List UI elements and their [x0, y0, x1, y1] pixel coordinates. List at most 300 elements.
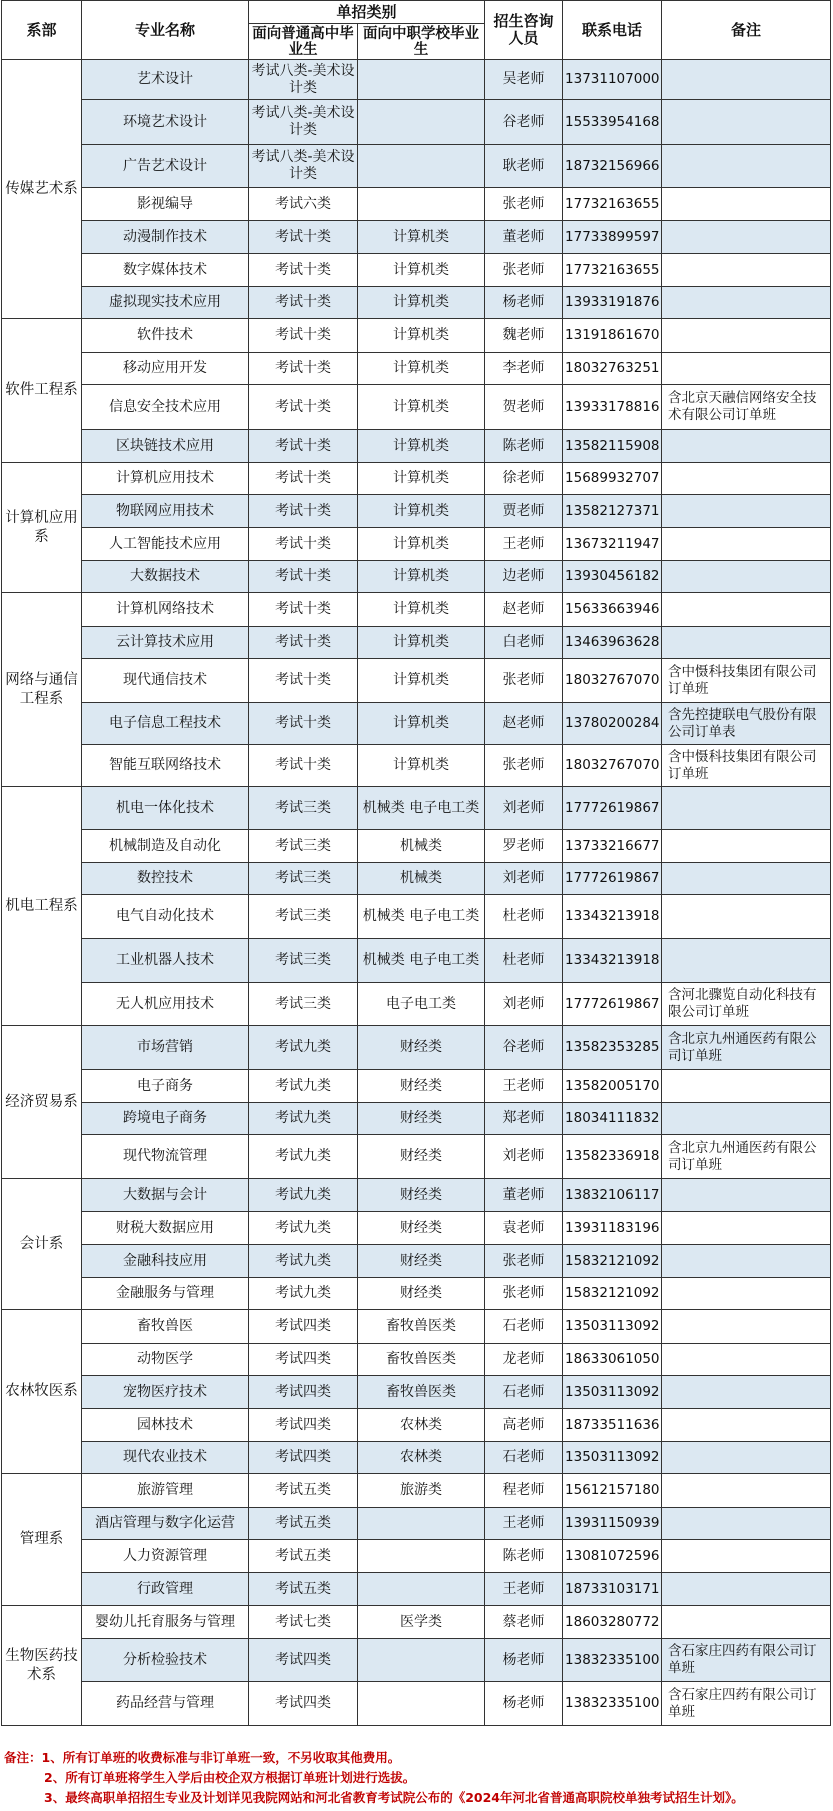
note-cell: [662, 287, 831, 319]
vocational-category-cell: 财经类: [358, 1278, 485, 1310]
phone-cell: 13191861670: [563, 319, 662, 353]
note-cell: [662, 188, 831, 221]
major-cell: 工业机器人技术: [82, 939, 249, 983]
contact-cell: 张老师: [485, 745, 563, 787]
general-category-cell: 考试六类: [249, 188, 358, 221]
table-row: [2, 1310, 831, 1344]
vocational-category-cell: 财经类: [358, 1245, 485, 1278]
general-category-cell: 考试十类: [249, 353, 358, 385]
phone-cell: 13731107000: [563, 60, 662, 100]
contact-cell: 边老师: [485, 561, 563, 593]
major-cell: 酒店管理与数字化运营: [82, 1508, 249, 1540]
table-row: [2, 983, 831, 1026]
table-row: [2, 1135, 831, 1179]
contact-cell: 贾老师: [485, 495, 563, 528]
table-row: [2, 703, 831, 745]
note-cell: [662, 1245, 831, 1278]
major-cell: 金融科技应用: [82, 1245, 249, 1278]
table-row: [2, 1508, 831, 1540]
phone-cell: 18732156966: [563, 145, 662, 188]
major-cell: 分析检验技术: [82, 1639, 249, 1682]
phone-cell: 13780200284: [563, 703, 662, 745]
general-category-cell: 考试九类: [249, 1245, 358, 1278]
phone-cell: 15832121092: [563, 1245, 662, 1278]
contact-cell: 杨老师: [485, 1639, 563, 1682]
major-cell: 大数据与会计: [82, 1179, 249, 1212]
vocational-category-cell: [358, 100, 485, 145]
note-cell: [662, 528, 831, 561]
table-row: [2, 463, 831, 495]
note-cell: [662, 1573, 831, 1606]
vocational-category-cell: 机械类: [358, 863, 485, 895]
general-category-cell: 考试十类: [249, 561, 358, 593]
phone-cell: 13931183196: [563, 1212, 662, 1245]
phone-cell: 18032767070: [563, 659, 662, 703]
major-cell: 旅游管理: [82, 1474, 249, 1508]
vocational-category-cell: [358, 145, 485, 188]
note-cell: [662, 100, 831, 145]
dept-cell: 软件工程系: [2, 319, 82, 463]
general-category-cell: 考试十类: [249, 221, 358, 254]
general-category-cell: 考试八类-美术设计类: [249, 145, 358, 188]
contact-cell: 陈老师: [485, 1540, 563, 1573]
contact-cell: 石老师: [485, 1310, 563, 1344]
general-category-cell: 考试四类: [249, 1310, 358, 1344]
major-cell: 机械制造及自动化: [82, 830, 249, 863]
general-category-cell: 考试四类: [249, 1344, 358, 1376]
general-category-cell: 考试五类: [249, 1508, 358, 1540]
contact-cell: 张老师: [485, 659, 563, 703]
general-category-cell: 考试九类: [249, 1179, 358, 1212]
table-row: [2, 830, 831, 863]
general-category-cell: 考试九类: [249, 1278, 358, 1310]
general-category-cell: 考试五类: [249, 1474, 358, 1508]
major-cell: 艺术设计: [82, 60, 249, 100]
table-row: [2, 1409, 831, 1442]
header-category-group: 单招类别: [249, 1, 485, 24]
vocational-category-cell: [358, 188, 485, 221]
enrollment-table: [1, 0, 831, 1726]
major-cell: 数控技术: [82, 863, 249, 895]
table-row: [2, 145, 831, 188]
note-cell: [662, 1278, 831, 1310]
table-row: [2, 385, 831, 430]
note-cell: [662, 463, 831, 495]
vocational-category-cell: 计算机类: [358, 627, 485, 659]
table-row: [2, 895, 831, 939]
major-cell: 云计算技术应用: [82, 627, 249, 659]
table-row: [2, 188, 831, 221]
vocational-category-cell: 计算机类: [358, 430, 485, 463]
table-row: [2, 1376, 831, 1409]
table-row: [2, 528, 831, 561]
phone-cell: 13582353285: [563, 1026, 662, 1070]
contact-cell: 吴老师: [485, 60, 563, 100]
major-cell: 畜牧兽医: [82, 1310, 249, 1344]
dept-cell: 管理系: [2, 1474, 82, 1606]
vocational-category-cell: 医学类: [358, 1606, 485, 1639]
note-cell: [662, 221, 831, 254]
table-row: [2, 1278, 831, 1310]
general-category-cell: 考试十类: [249, 659, 358, 703]
phone-cell: 17772619867: [563, 983, 662, 1026]
table-row: [2, 659, 831, 703]
general-category-cell: 考试三类: [249, 983, 358, 1026]
vocational-category-cell: 机械类: [358, 830, 485, 863]
note-cell: [662, 1508, 831, 1540]
note-cell: [662, 1474, 831, 1508]
phone-cell: 15832121092: [563, 1278, 662, 1310]
major-cell: 广告艺术设计: [82, 145, 249, 188]
dept-cell: 农林牧医系: [2, 1310, 82, 1474]
table-row: [2, 1344, 831, 1376]
major-cell: 物联网应用技术: [82, 495, 249, 528]
contact-cell: 张老师: [485, 1245, 563, 1278]
major-cell: 软件技术: [82, 319, 249, 353]
phone-cell: 15612157180: [563, 1474, 662, 1508]
phone-cell: 13582115908: [563, 430, 662, 463]
phone-cell: 13343213918: [563, 895, 662, 939]
table-header: [2, 1, 831, 60]
major-cell: 数字媒体技术: [82, 254, 249, 287]
contact-cell: 杨老师: [485, 1682, 563, 1726]
table-row: [2, 430, 831, 463]
vocational-category-cell: 财经类: [358, 1070, 485, 1103]
note-cell: 含中慑科技集团有限公司订单班: [662, 745, 831, 787]
contact-cell: 杨老师: [485, 287, 563, 319]
vocational-category-cell: 财经类: [358, 1026, 485, 1070]
contact-cell: 白老师: [485, 627, 563, 659]
phone-cell: 15689932707: [563, 463, 662, 495]
vocational-category-cell: 畜牧兽医类: [358, 1310, 485, 1344]
contact-cell: 张老师: [485, 188, 563, 221]
table-row: [2, 1639, 831, 1682]
vocational-category-cell: 计算机类: [358, 703, 485, 745]
contact-cell: 赵老师: [485, 593, 563, 627]
note-cell: [662, 1442, 831, 1474]
table-row: [2, 1179, 831, 1212]
table-row: [2, 287, 831, 319]
major-cell: 计算机应用技术: [82, 463, 249, 495]
note-cell: [662, 495, 831, 528]
general-category-cell: 考试九类: [249, 1212, 358, 1245]
header-general: 面向普通高中毕业生: [249, 24, 358, 60]
general-category-cell: 考试十类: [249, 385, 358, 430]
phone-cell: 18032763251: [563, 353, 662, 385]
contact-cell: 袁老师: [485, 1212, 563, 1245]
vocational-category-cell: 计算机类: [358, 659, 485, 703]
contact-cell: 王老师: [485, 1070, 563, 1103]
contact-cell: 程老师: [485, 1474, 563, 1508]
major-cell: 人工智能技术应用: [82, 528, 249, 561]
general-category-cell: 考试八类-美术设计类: [249, 100, 358, 145]
major-cell: 环境艺术设计: [82, 100, 249, 145]
general-category-cell: 考试十类: [249, 593, 358, 627]
contact-cell: 杜老师: [485, 895, 563, 939]
phone-cell: 13673211947: [563, 528, 662, 561]
general-category-cell: 考试四类: [249, 1639, 358, 1682]
table-row: [2, 495, 831, 528]
general-category-cell: 考试四类: [249, 1376, 358, 1409]
table-row: [2, 60, 831, 100]
general-category-cell: 考试三类: [249, 830, 358, 863]
table-row: [2, 1573, 831, 1606]
table-row: [2, 1026, 831, 1070]
contact-cell: 贺老师: [485, 385, 563, 430]
phone-cell: 13503113092: [563, 1310, 662, 1344]
table-row: [2, 221, 831, 254]
major-cell: 现代物流管理: [82, 1135, 249, 1179]
dept-cell: 机电工程系: [2, 787, 82, 1026]
table-row: [2, 1442, 831, 1474]
note-cell: [662, 1310, 831, 1344]
general-category-cell: 考试三类: [249, 787, 358, 830]
major-cell: 现代通信技术: [82, 659, 249, 703]
phone-cell: 18603280772: [563, 1606, 662, 1639]
note-cell: 含中慑科技集团有限公司订单班: [662, 659, 831, 703]
note-cell: 含石家庄四药有限公司订单班: [662, 1639, 831, 1682]
phone-cell: 15533954168: [563, 100, 662, 145]
vocational-category-cell: 财经类: [358, 1135, 485, 1179]
contact-cell: 张老师: [485, 254, 563, 287]
table-row: [2, 593, 831, 627]
major-cell: 智能互联网络技术: [82, 745, 249, 787]
major-cell: 大数据技术: [82, 561, 249, 593]
phone-cell: 13933191876: [563, 287, 662, 319]
major-cell: 动漫制作技术: [82, 221, 249, 254]
phone-cell: 18034111832: [563, 1103, 662, 1135]
note-cell: [662, 1212, 831, 1245]
major-cell: 动物医学: [82, 1344, 249, 1376]
table-row: [2, 863, 831, 895]
vocational-category-cell: 计算机类: [358, 385, 485, 430]
table-row: [2, 561, 831, 593]
major-cell: 跨境电子商务: [82, 1103, 249, 1135]
dept-cell: 会计系: [2, 1179, 82, 1310]
general-category-cell: 考试十类: [249, 287, 358, 319]
vocational-category-cell: 电子电工类: [358, 983, 485, 1026]
vocational-category-cell: [358, 1682, 485, 1726]
major-cell: 财税大数据应用: [82, 1212, 249, 1245]
vocational-category-cell: 计算机类: [358, 254, 485, 287]
note-cell: [662, 863, 831, 895]
phone-cell: 17733899597: [563, 221, 662, 254]
vocational-category-cell: 财经类: [358, 1179, 485, 1212]
table-row: [2, 1070, 831, 1103]
dept-cell: 经济贸易系: [2, 1026, 82, 1179]
note-cell: [662, 627, 831, 659]
note-cell: [662, 830, 831, 863]
table-row: [2, 1682, 831, 1726]
general-category-cell: 考试十类: [249, 745, 358, 787]
vocational-category-cell: 计算机类: [358, 287, 485, 319]
major-cell: 人力资源管理: [82, 1540, 249, 1573]
vocational-category-cell: [358, 60, 485, 100]
note-cell: [662, 353, 831, 385]
table-row: [2, 1103, 831, 1135]
contact-cell: 石老师: [485, 1376, 563, 1409]
header-contact: 招生咨询人员: [485, 1, 563, 60]
major-cell: 行政管理: [82, 1573, 249, 1606]
general-category-cell: 考试九类: [249, 1070, 358, 1103]
header-major: 专业名称: [82, 1, 249, 60]
note-cell: [662, 1103, 831, 1135]
footer-notes: [4, 1748, 830, 1808]
note-cell: 含北京天融信网络安全技术有限公司订单班: [662, 385, 831, 430]
general-category-cell: 考试三类: [249, 939, 358, 983]
note-cell: [662, 145, 831, 188]
contact-cell: 刘老师: [485, 787, 563, 830]
contact-cell: 谷老师: [485, 1026, 563, 1070]
vocational-category-cell: 计算机类: [358, 319, 485, 353]
phone-cell: 13081072596: [563, 1540, 662, 1573]
table-row: [2, 1212, 831, 1245]
dept-cell: 生物医药技术系: [2, 1606, 82, 1726]
general-category-cell: 考试十类: [249, 627, 358, 659]
general-category-cell: 考试八类-美术设计类: [249, 60, 358, 100]
major-cell: 电子信息工程技术: [82, 703, 249, 745]
note-cell: [662, 895, 831, 939]
general-category-cell: 考试十类: [249, 254, 358, 287]
major-cell: 影视编导: [82, 188, 249, 221]
contact-cell: 杜老师: [485, 939, 563, 983]
phone-cell: 13463963628: [563, 627, 662, 659]
contact-cell: 耿老师: [485, 145, 563, 188]
note-cell: [662, 254, 831, 287]
major-cell: 市场营销: [82, 1026, 249, 1070]
general-category-cell: 考试四类: [249, 1409, 358, 1442]
note-cell: [662, 430, 831, 463]
contact-cell: 龙老师: [485, 1344, 563, 1376]
phone-cell: 13832335100: [563, 1639, 662, 1682]
table-row: [2, 254, 831, 287]
contact-cell: 王老师: [485, 1508, 563, 1540]
table-row: [2, 1606, 831, 1639]
general-category-cell: 考试十类: [249, 528, 358, 561]
general-category-cell: 考试十类: [249, 463, 358, 495]
general-category-cell: 考试五类: [249, 1573, 358, 1606]
phone-cell: 15633663946: [563, 593, 662, 627]
major-cell: 宠物医疗技术: [82, 1376, 249, 1409]
note-cell: [662, 1606, 831, 1639]
phone-cell: 17732163655: [563, 254, 662, 287]
note-cell: [662, 593, 831, 627]
table-row: [2, 1474, 831, 1508]
footer-note-1: [4, 1748, 830, 1768]
table-row: [2, 787, 831, 830]
phone-cell: 18032767070: [563, 745, 662, 787]
contact-cell: 刘老师: [485, 863, 563, 895]
major-cell: 园林技术: [82, 1409, 249, 1442]
table-row: [2, 100, 831, 145]
general-category-cell: 考试十类: [249, 495, 358, 528]
note-cell: [662, 1179, 831, 1212]
header-phone: 联系电话: [563, 1, 662, 60]
phone-cell: 17732163655: [563, 188, 662, 221]
vocational-category-cell: [358, 1540, 485, 1573]
vocational-category-cell: [358, 1639, 485, 1682]
phone-cell: 13343213918: [563, 939, 662, 983]
note-cell: [662, 60, 831, 100]
table-row: [2, 745, 831, 787]
general-category-cell: 考试四类: [249, 1442, 358, 1474]
phone-cell: 13931150939: [563, 1508, 662, 1540]
contact-cell: 石老师: [485, 1442, 563, 1474]
general-category-cell: 考试七类: [249, 1606, 358, 1639]
note-cell: [662, 319, 831, 353]
header-note: 备注: [662, 1, 831, 60]
table-body: [2, 60, 831, 1726]
major-cell: 区块链技术应用: [82, 430, 249, 463]
contact-cell: 郑老师: [485, 1103, 563, 1135]
table-row: [2, 939, 831, 983]
note-cell: [662, 1409, 831, 1442]
phone-cell: 13582336918: [563, 1135, 662, 1179]
note-cell: 含河北骤览自动化科技有限公司订单班: [662, 983, 831, 1026]
phone-cell: 13832335100: [563, 1682, 662, 1726]
contact-cell: 张老师: [485, 1278, 563, 1310]
table-row: [2, 319, 831, 353]
note-cell: [662, 1344, 831, 1376]
note-cell: 含北京九州通医药有限公司订单班: [662, 1135, 831, 1179]
vocational-category-cell: 财经类: [358, 1103, 485, 1135]
contact-cell: 陈老师: [485, 430, 563, 463]
footer-label: 备注：: [4, 1750, 42, 1765]
contact-cell: 罗老师: [485, 830, 563, 863]
note-cell: [662, 1376, 831, 1409]
major-cell: 信息安全技术应用: [82, 385, 249, 430]
contact-cell: 魏老师: [485, 319, 563, 353]
major-cell: 移动应用开发: [82, 353, 249, 385]
table-row: [2, 1245, 831, 1278]
note-cell: [662, 939, 831, 983]
phone-cell: 13503113092: [563, 1376, 662, 1409]
contact-cell: 蔡老师: [485, 1606, 563, 1639]
phone-cell: 18733103171: [563, 1573, 662, 1606]
vocational-category-cell: [358, 1508, 485, 1540]
dept-cell: 计算机应用系: [2, 463, 82, 593]
vocational-category-cell: 财经类: [358, 1212, 485, 1245]
major-cell: 金融服务与管理: [82, 1278, 249, 1310]
general-category-cell: 考试十类: [249, 703, 358, 745]
contact-cell: 谷老师: [485, 100, 563, 145]
vocational-category-cell: 农林类: [358, 1409, 485, 1442]
phone-cell: 18633061050: [563, 1344, 662, 1376]
contact-cell: 高老师: [485, 1409, 563, 1442]
note-cell: 含先控捷联电气股份有限公司订单表: [662, 703, 831, 745]
dept-cell: 传媒艺术系: [2, 60, 82, 319]
general-category-cell: 考试九类: [249, 1103, 358, 1135]
phone-cell: 18733511636: [563, 1409, 662, 1442]
vocational-category-cell: 计算机类: [358, 593, 485, 627]
vocational-category-cell: 农林类: [358, 1442, 485, 1474]
vocational-category-cell: 计算机类: [358, 353, 485, 385]
vocational-category-cell: 机械类 电子电工类: [358, 939, 485, 983]
general-category-cell: 考试五类: [249, 1540, 358, 1573]
vocational-category-cell: 计算机类: [358, 745, 485, 787]
vocational-category-cell: 计算机类: [358, 221, 485, 254]
note-cell: [662, 561, 831, 593]
phone-cell: 17772619867: [563, 863, 662, 895]
contact-cell: 王老师: [485, 1573, 563, 1606]
general-category-cell: 考试九类: [249, 1026, 358, 1070]
phone-cell: 17772619867: [563, 787, 662, 830]
vocational-category-cell: 计算机类: [358, 495, 485, 528]
general-category-cell: 考试三类: [249, 895, 358, 939]
phone-cell: 13733216677: [563, 830, 662, 863]
note-cell: [662, 1070, 831, 1103]
general-category-cell: 考试十类: [249, 430, 358, 463]
